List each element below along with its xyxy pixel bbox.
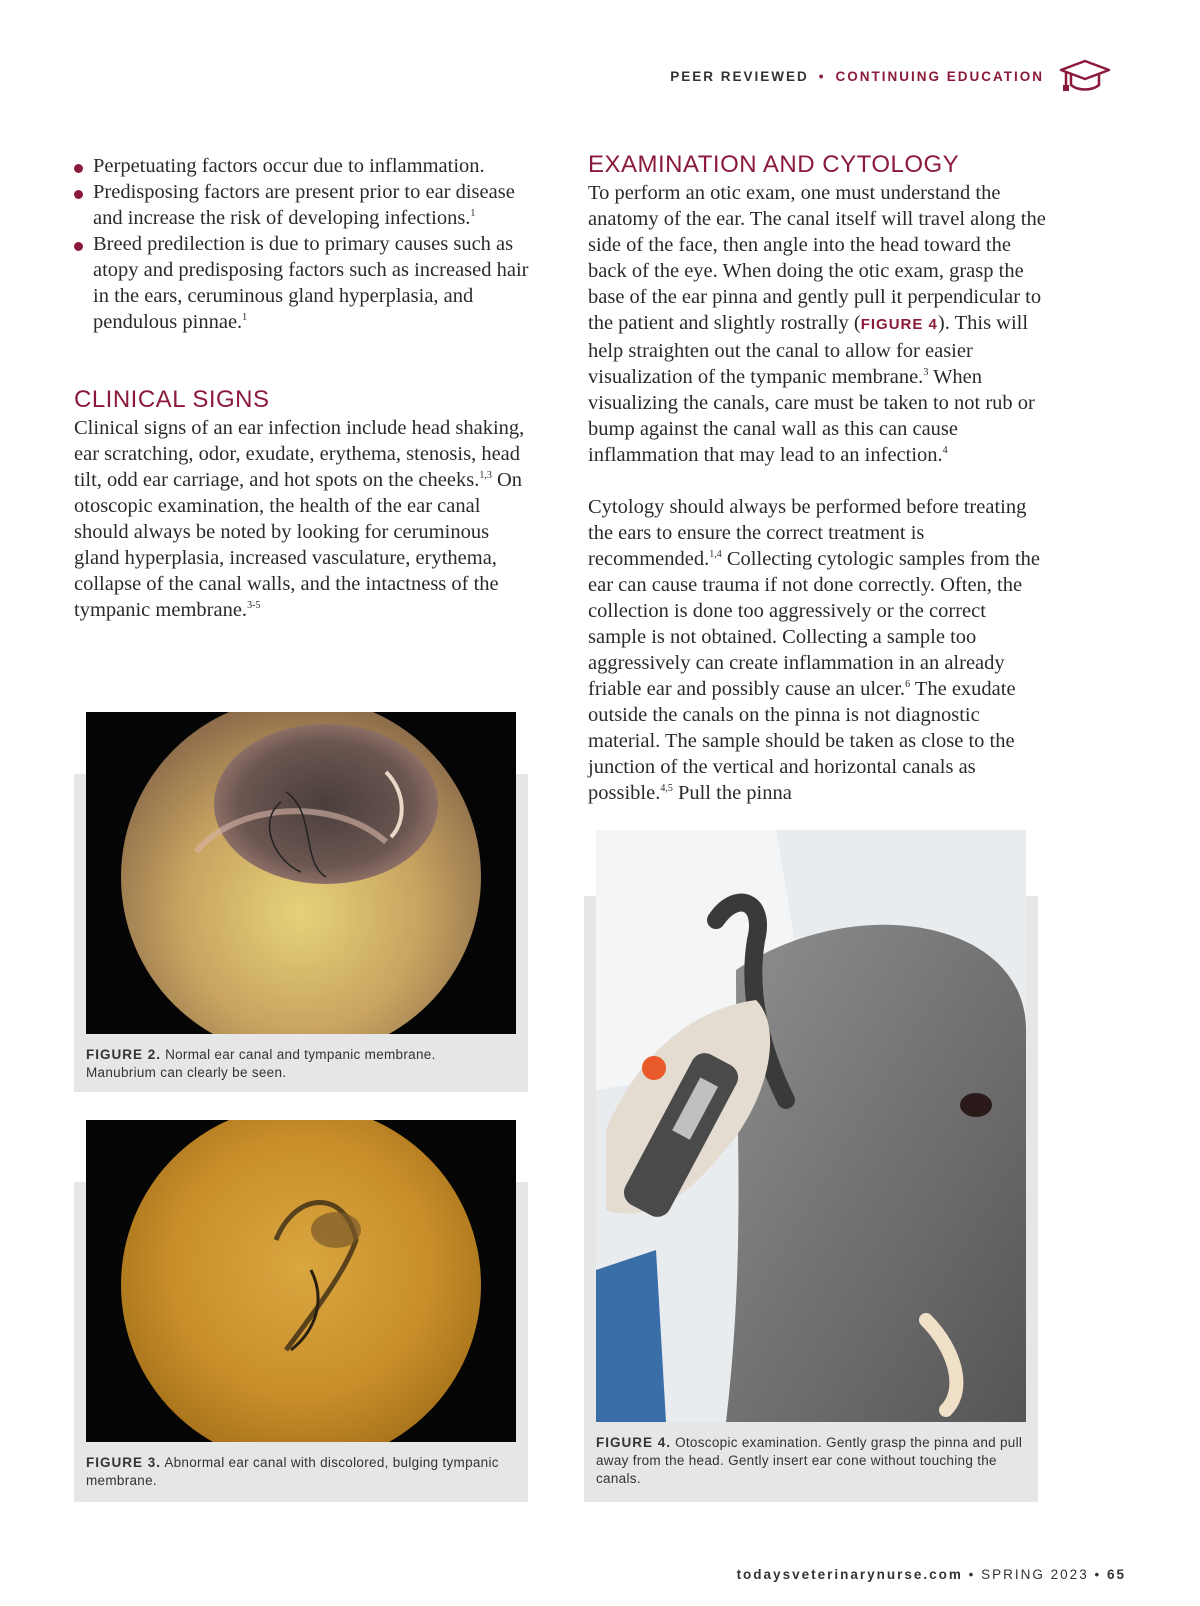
footer-separator: • [968,1567,976,1582]
examination-heading: EXAMINATION AND CYTOLOGY [588,151,960,178]
running-header [670,58,1112,94]
cytology-paragraph: Cytology should always be performed before treating the ears to ensure the correct treatment is recommended.$^{1,4}$ Collecting cytologic samples from the ear can cause trauma if not done correctly. Often, the collection is done too aggressively or the correct sample is not obtained. Collecting a sample too aggressively can create inflammation in an already friable ear and possibly cause an ulcer.$^6$ The exudate outside the canals on the pinna is not diagnostic material. The sample should be taken as close to the junction of the vertical and horizontal canals as possible.$^{4,5}$ Pull the pinna [588,496,1041,804]
clinical-signs-paragraph: Clinical signs of an ear infection include head shaking, ear scratching, odor, exudate, erythema, stenosis, head tilt, odd ear carriage, and hot spots on the cheeks.$^{1,3}$ On otoscopic examination, the health of the ear canal should always be noted by looking for ceruminous gland hyperplasia, increased vasculature, erythema, collapse of the canal walls, and the intactness of the tympanic membrane.$^{3-5}$ [74,417,525,621]
figure-4-image [596,830,1026,1422]
figure-4-label: FIGURE 4. [596,1435,672,1450]
page-number: 65 [1106,1567,1126,1582]
header-separator: • [818,68,826,84]
website-link[interactable]: todaysveterinarynurse.com [736,1567,963,1582]
figure-2-caption: FIGURE 2. Normal ear canal and tympanic membrane. Manubrium can clearly be seen. [86,1047,436,1080]
figure-3-caption: FIGURE 3. Abnormal ear canal with discolored, bulging tympanic membrane. [86,1455,499,1488]
right-column [588,150,1048,806]
figure-2-label: FIGURE 2. [86,1047,162,1062]
continuing-education-label: CONTINUING EDUCATION [835,68,1044,84]
clinical-signs-heading: CLINICAL SIGNS [74,386,270,413]
issue-label: SPRING 2023 [981,1567,1089,1582]
list-item: Predisposing factors are present prior to ear disease and increase the risk of developing infections.$^1$ [74,179,534,231]
figure-4-caption: FIGURE 4. Otoscopic examination. Gently grasp the pinna and pull away from the head. Gently insert ear cone without touching the canals. [596,1435,1023,1486]
list-item: Perpetuating factors occur due to inflammation. [74,153,534,179]
graduation-cap-icon [1058,58,1112,94]
otic-exam-paragraph: To perform an otic exam, one must understand the anatomy of the ear. The canal itself will travel along the side of the face, then angle into the head toward the back of the eye. When doing the otic exam, grasp the base of the ear pinna and gently pull it perpendicular to the patient and slightly rostrally (FIGURE 4). This will help straighten out the canal to allow for easier visualization of the tympanic membrane.$^3$ When visualizing the canals, care must be taken to not rub or bump against the canal wall as this can cause inflammation that may lead to an infection.$^4$ [588,182,1046,466]
list-item: Breed predilection is due to primary causes such as atopy and predisposing factors such as increased hair in the ears, ceruminous gland hyperplasia, and pendulous pinnae.$^1$ [74,231,534,335]
page-footer [737,1567,1126,1582]
figure-3-image [86,1120,516,1442]
figure-3-label: FIGURE 3. [86,1455,162,1470]
left-column [74,153,534,623]
peer-reviewed-label: PEER REVIEWED [670,68,809,84]
figure-2-image [86,712,516,1034]
figure-4-reference: FIGURE 4 [860,316,938,333]
factor-list [74,153,534,335]
footer-separator: • [1094,1567,1102,1582]
